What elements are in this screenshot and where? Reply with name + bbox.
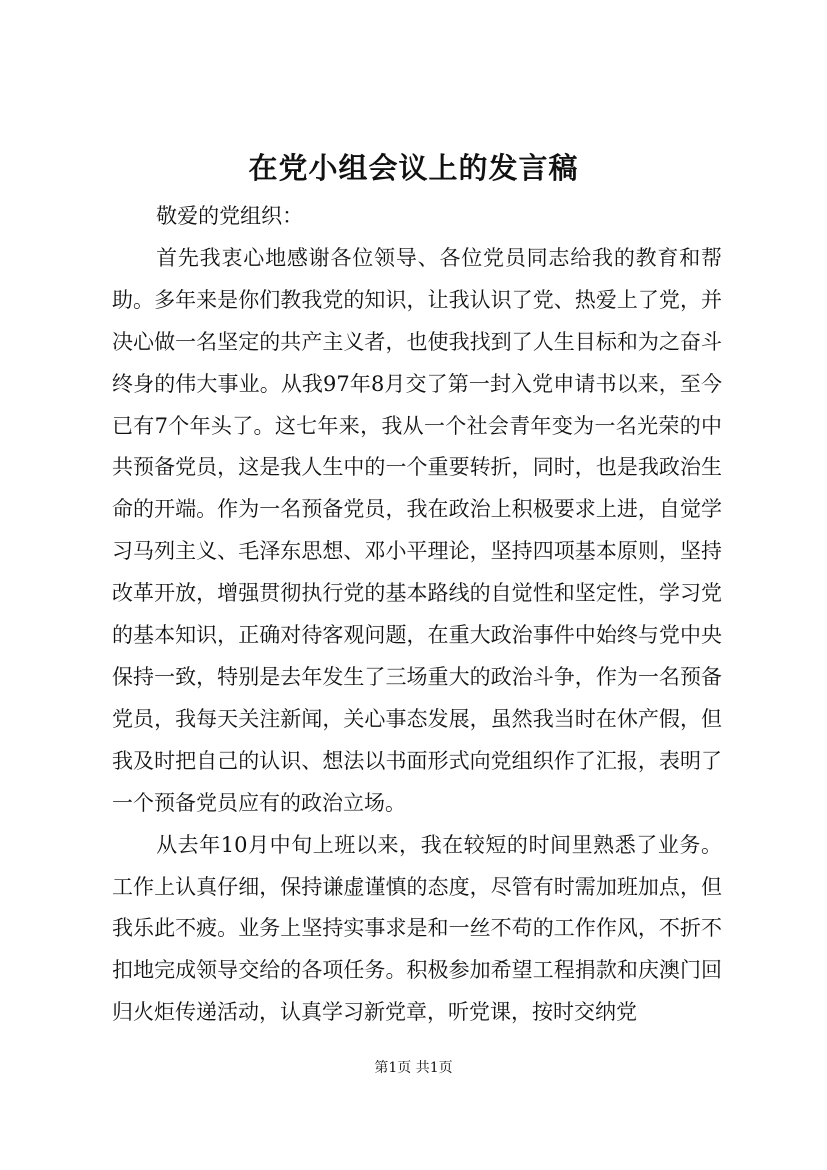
page-footer: 第1页 共1页 [374, 1060, 453, 1076]
paragraph-1: 首先我衷心地感谢各位领导、各位党员同志给我的教育和帮助。多年来是你们教我党的知识，让我认识了党、热爱上了党，并决心做一名坚定的共产主义者，也使我找到了人生目标和为之奋斗终身的伟大事业。从我97年8月交了第一封入党申请书以来，至今已有7个年头了。这七年来，我从一个社会青年变为一名光荣的中共预备党员，这是我人生中的一个重要转折，同时，也是我政治生命的开端。作为一名预备党员，我在政治上积极要求上进，自觉学习马列主义、毛泽东思想、邓小平理论，坚持四项基本原则，坚持改革开放，增强贯彻执行党的基本路线的自觉性和坚定性，学习党的基本知识，正确对待客观问题，在重大政治事件中始终与党中央保持一致，特别是去年发生了三场重大的政治斗争，作为一名预备党员，我每天关注新闻，关心事态发展，虽然我当时在休产假，但我及时把自己的认识、想法以书面形式向党组织作了汇报，表明了一个预备党员应有的政治立场。 [112, 245, 722, 815]
salutation: 敬爱的党组织： [156, 204, 304, 228]
document-title: 在党小组会议上的发言稿 [248, 151, 579, 185]
document-body [112, 196, 722, 1034]
paragraph-2: 从去年10月中旬上班以来，我在较短的时间里熟悉了业务。工作上认真仔细，保持谦虚谨慎的态度，尽管有时需加班加点，但我乐此不疲。业务上坚持实事求是和一丝不苟的工作作风，不折不扣地完成领导交给的各项任务。积极参加希望工程捐款和庆澳门回归火炬传递活动，认真学习新党章，听党课，按时交纳党 [112, 832, 722, 1025]
